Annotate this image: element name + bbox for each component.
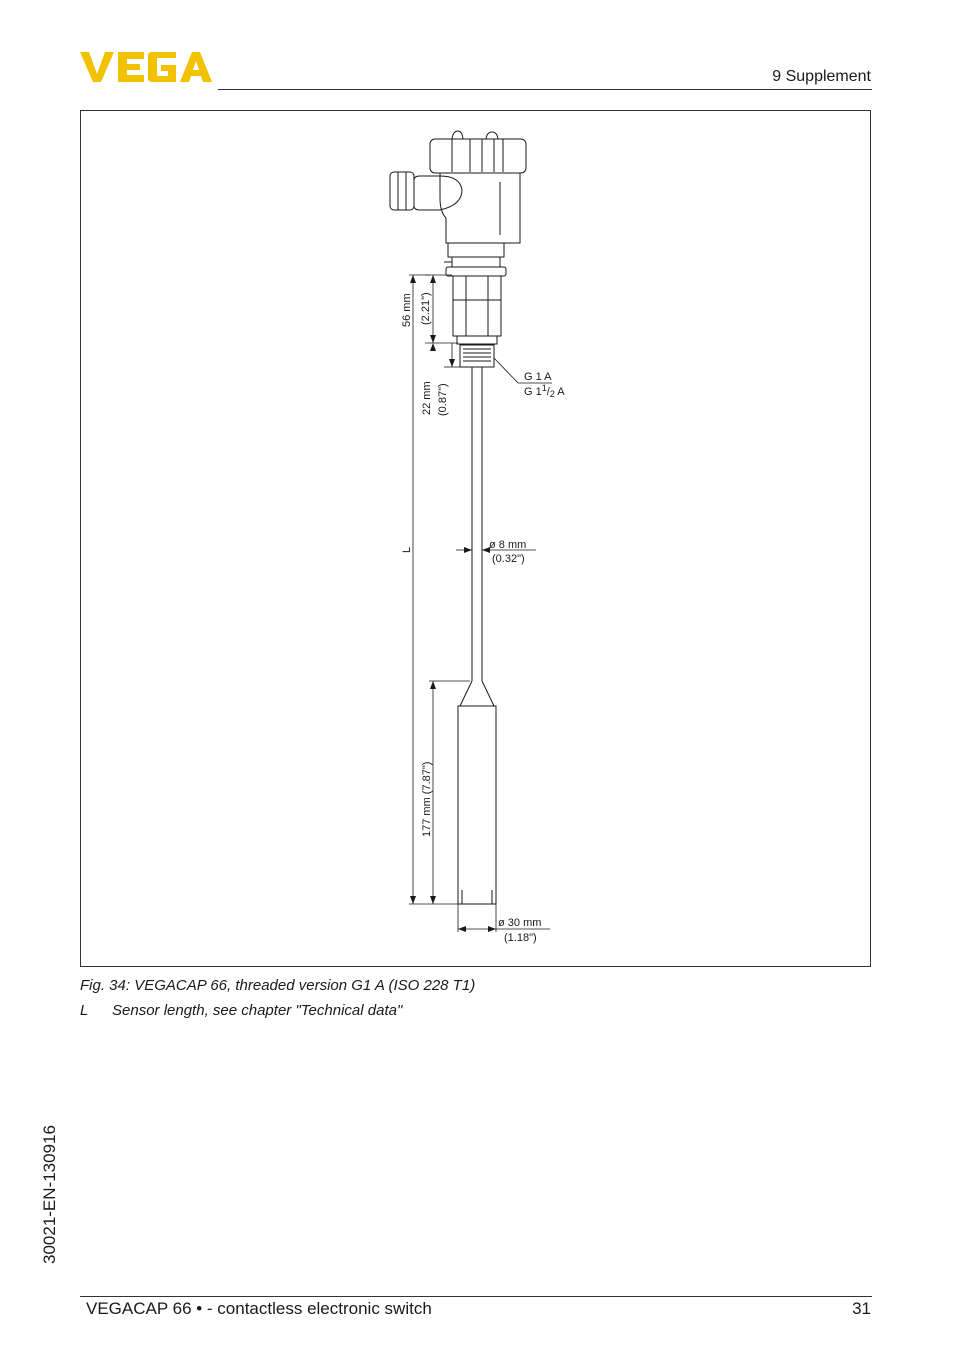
figure-caption: Fig. 34: VEGACAP 66, threaded version G1 A (ISO 228 T1) (80, 977, 476, 994)
rod-diameter-inch: (0.32") (492, 553, 525, 565)
weight-taper (460, 681, 494, 706)
weight (458, 706, 496, 904)
section-title: 9 Supplement (772, 68, 871, 85)
dim-22-mm: 22 mm (421, 381, 433, 415)
document-id: 30021-EN-130916 (40, 1125, 59, 1264)
footer-divider (80, 1296, 872, 1297)
page-number: 31 (852, 1299, 871, 1318)
housing-lid (430, 139, 526, 173)
weight-diameter-inch: (1.18") (504, 932, 537, 944)
dim-56-inch: (2.21") (420, 292, 432, 325)
thread-g112a: G $1^1/2$ A (524, 383, 565, 399)
footer-title: VEGACAP 66 • - contactless electronic switch (86, 1299, 432, 1318)
cable-gland (414, 176, 440, 210)
legend-text: Sensor length, see chapter "Technical data" (112, 1002, 403, 1019)
legend-key: L (80, 1002, 89, 1019)
thread-g1a: G 1 A (524, 371, 552, 383)
neck (448, 243, 504, 257)
housing-body (440, 173, 520, 243)
process-fitting (453, 276, 501, 336)
rod-diameter: ø 8 mm (489, 539, 527, 551)
weight-diameter: ø 30 mm (498, 917, 542, 929)
dim-177: 177 mm (7.87") (421, 761, 433, 837)
dim-L: L (401, 546, 413, 553)
thread (460, 345, 494, 367)
dim-56-mm: 56 mm (401, 293, 413, 327)
dim-22-inch: (0.87") (437, 383, 449, 416)
